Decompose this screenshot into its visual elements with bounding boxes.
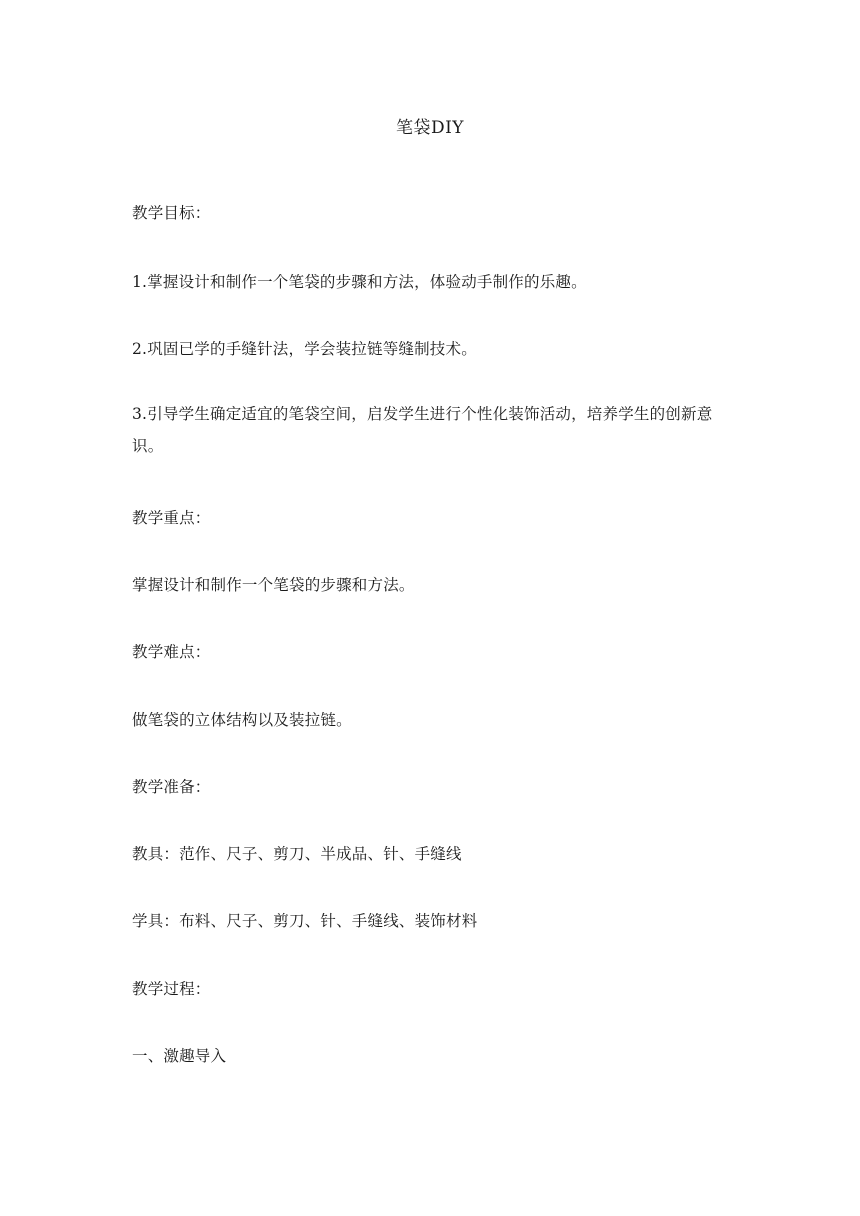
section-1-heading: 一、激趣导入: [132, 1047, 227, 1065]
difficulties-text: 做笔袋的立体结构以及装拉链。: [132, 711, 352, 729]
teacher-tools: 教具：范作、尺子、剪刀、半成品、针、手缝线: [132, 845, 462, 863]
key-points-text: 掌握设计和制作一个笔袋的步骤和方法。: [132, 576, 415, 594]
objective-2: 2.巩固已学的手缝针法，学会装拉链等缝制技术。: [132, 340, 477, 358]
process-heading: 教学过程：: [132, 980, 211, 998]
objectives-heading: 教学目标：: [132, 204, 211, 222]
preparation-heading: 教学准备：: [132, 778, 211, 796]
document-title: 笔袋DIY: [395, 118, 465, 138]
difficulties-heading: 教学难点：: [132, 643, 211, 661]
key-points-heading: 教学重点：: [132, 509, 211, 527]
objective-3: 3.引导学生确定适宜的笔袋空间，启发学生进行个性化装饰活动，培养学生的创新意识。: [132, 405, 713, 455]
objective-1: 1.掌握设计和制作一个笔袋的步骤和方法，体验动手制作的乐趣。: [132, 273, 587, 291]
student-tools: 学具：布料、尺子、剪刀、针、手缝线、装饰材料: [132, 912, 478, 930]
